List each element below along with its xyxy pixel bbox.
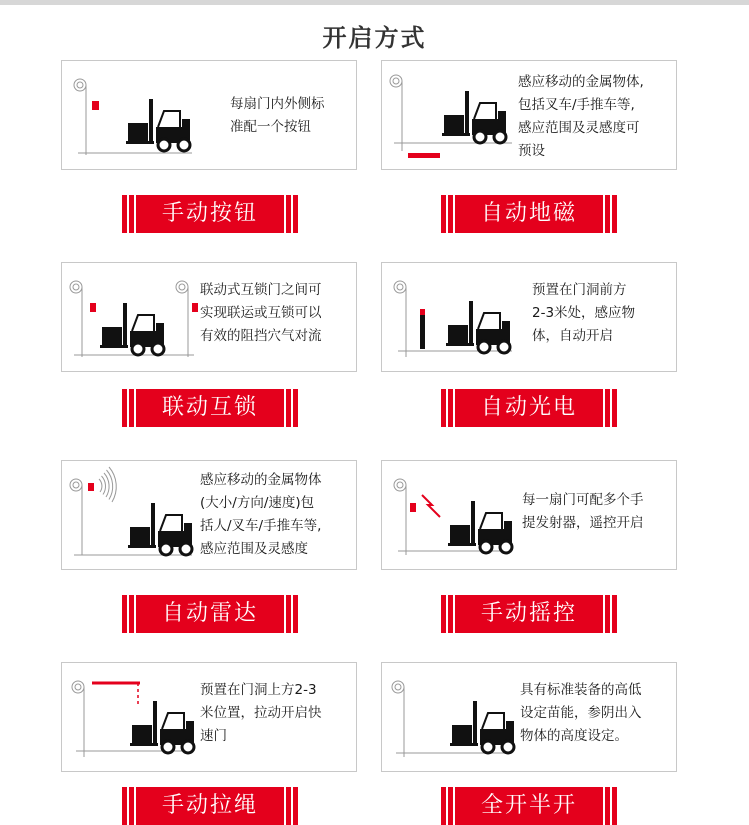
forklift-icon	[130, 701, 194, 753]
feature-description	[200, 469, 322, 561]
radar-wave-icon	[99, 467, 116, 502]
description-line: 具有标准装备的高低	[520, 682, 642, 698]
banner-stripe	[612, 195, 617, 233]
door-roll-icon	[72, 681, 84, 757]
banner-stripe	[605, 195, 610, 233]
mode-label-banner	[122, 195, 298, 233]
door-roll-icon	[394, 479, 406, 555]
banner-stripe	[605, 595, 610, 633]
door-roll-icon	[390, 75, 402, 151]
photo-sensor-icon	[420, 313, 425, 349]
mode-label-banner	[441, 195, 617, 233]
description-line: 提发射器，遥控开启	[522, 515, 644, 531]
banner-stripe	[441, 787, 446, 825]
description-line: 米位置，拉动开启快	[200, 705, 322, 721]
description-line: 感应范围及灵感度	[200, 541, 308, 557]
banner-stripe	[122, 389, 127, 427]
description-line: 物体的高度设定。	[520, 728, 628, 744]
description-line: 预置在门洞上方2-3	[200, 682, 317, 698]
feature-card	[61, 460, 357, 570]
forklift-icon	[100, 303, 164, 355]
banner-stripe	[293, 389, 298, 427]
forklift-icon	[448, 501, 512, 553]
mode-label: 自动光电	[455, 389, 603, 427]
door-roll-icon	[394, 281, 406, 357]
forklift-icon	[126, 99, 190, 151]
door-roll-icon	[392, 681, 404, 757]
banner-stripe	[441, 595, 446, 633]
description-line: 速门	[200, 728, 227, 744]
banner-stripe	[605, 787, 610, 825]
description-line: 感应移动的金属物体,	[518, 74, 644, 90]
description-line: 每扇门内外侧标	[230, 96, 325, 112]
door-roll-icon	[70, 479, 82, 555]
banner-stripe	[612, 595, 617, 633]
banner-stripe	[441, 389, 446, 427]
banner-stripe	[129, 787, 134, 825]
banner-stripe	[612, 389, 617, 427]
description-line: 有效的阻挡穴气对流	[200, 328, 322, 344]
description-line: 每一扇门可配多个手	[522, 492, 644, 508]
feature-description	[200, 679, 322, 748]
feature-description	[520, 679, 642, 748]
radar-marker-icon	[88, 483, 94, 491]
banner-stripe	[286, 389, 291, 427]
feature-card	[61, 60, 357, 170]
banner-stripe	[122, 595, 127, 633]
banner-stripe	[129, 195, 134, 233]
mode-label: 手动按钮	[136, 195, 284, 233]
description-line: 感应移动的金属物体	[200, 472, 322, 488]
banner-stripe	[293, 195, 298, 233]
banner-stripe	[122, 787, 127, 825]
mode-label: 联动互锁	[136, 389, 284, 427]
mode-label-banner	[441, 787, 617, 825]
description-line: 预设	[518, 143, 545, 159]
page-title: 开启方式	[322, 24, 427, 52]
banner-stripe	[286, 787, 291, 825]
mode-label: 自动雷达	[136, 595, 284, 633]
mode-label: 全开半开	[455, 787, 603, 825]
feature-description	[230, 93, 325, 139]
feature-description	[200, 279, 322, 348]
feature-description	[532, 279, 635, 348]
description-line: (大小/方向/速度)包	[200, 495, 315, 511]
forklift-icon	[446, 301, 510, 353]
button-marker-icon	[192, 303, 198, 312]
signal-icon	[422, 495, 440, 517]
forklift-icon	[442, 91, 506, 143]
banner-stripe	[122, 195, 127, 233]
banner-stripe	[129, 389, 134, 427]
mode-label: 手动拉绳	[136, 787, 284, 825]
banner-stripe	[448, 595, 453, 633]
feature-card	[381, 60, 677, 170]
banner-stripe	[448, 195, 453, 233]
description-line: 联动式互锁门之间可	[200, 282, 322, 298]
feature-card	[381, 662, 677, 772]
banner-stripe	[293, 787, 298, 825]
description-line: 感应范围及灵感度可	[518, 120, 640, 136]
forklift-icon	[450, 701, 514, 753]
description-line: 2-3米处，感应物	[532, 305, 636, 321]
banner-stripe	[448, 787, 453, 825]
door-roll-icon	[74, 79, 86, 155]
banner-stripe	[286, 595, 291, 633]
mode-label-banner	[122, 595, 298, 633]
banner-stripe	[612, 787, 617, 825]
banner-stripe	[293, 595, 298, 633]
description-line: 准配一个按钮	[230, 119, 311, 135]
description-line: 包括叉车/手推车等,	[518, 97, 635, 113]
feature-card	[61, 262, 357, 372]
banner-stripe	[448, 389, 453, 427]
sensor-marker-icon	[420, 309, 425, 315]
feature-description	[518, 71, 644, 163]
top-strip	[0, 0, 749, 5]
door-roll-icon	[176, 281, 188, 357]
button-marker-icon	[90, 303, 96, 312]
feature-description	[522, 489, 644, 535]
description-line: 体，自动开启	[532, 328, 613, 344]
mode-label-banner	[441, 389, 617, 427]
mode-label: 手动摇控	[455, 595, 603, 633]
feature-card	[61, 662, 357, 772]
mode-label-banner	[122, 389, 298, 427]
description-line: 括人/叉车/手推车等,	[200, 518, 322, 534]
banner-stripe	[129, 595, 134, 633]
receiver-marker-icon	[410, 503, 416, 512]
button-marker-icon	[92, 101, 99, 110]
mode-label-banner	[441, 595, 617, 633]
description-line: 实现联运或互锁可以	[200, 305, 322, 321]
feature-card	[381, 460, 677, 570]
mode-label: 自动地磁	[455, 195, 603, 233]
banner-stripe	[286, 195, 291, 233]
description-line: 设定苗能，参阴出入	[520, 705, 642, 721]
banner-stripe	[605, 389, 610, 427]
feature-card	[381, 262, 677, 372]
door-roll-icon	[70, 281, 82, 357]
mode-label-banner	[122, 787, 298, 825]
magnet-marker-icon	[408, 153, 440, 158]
forklift-icon	[128, 503, 192, 555]
description-line: 预置在门洞前方	[532, 282, 627, 298]
banner-stripe	[441, 195, 446, 233]
